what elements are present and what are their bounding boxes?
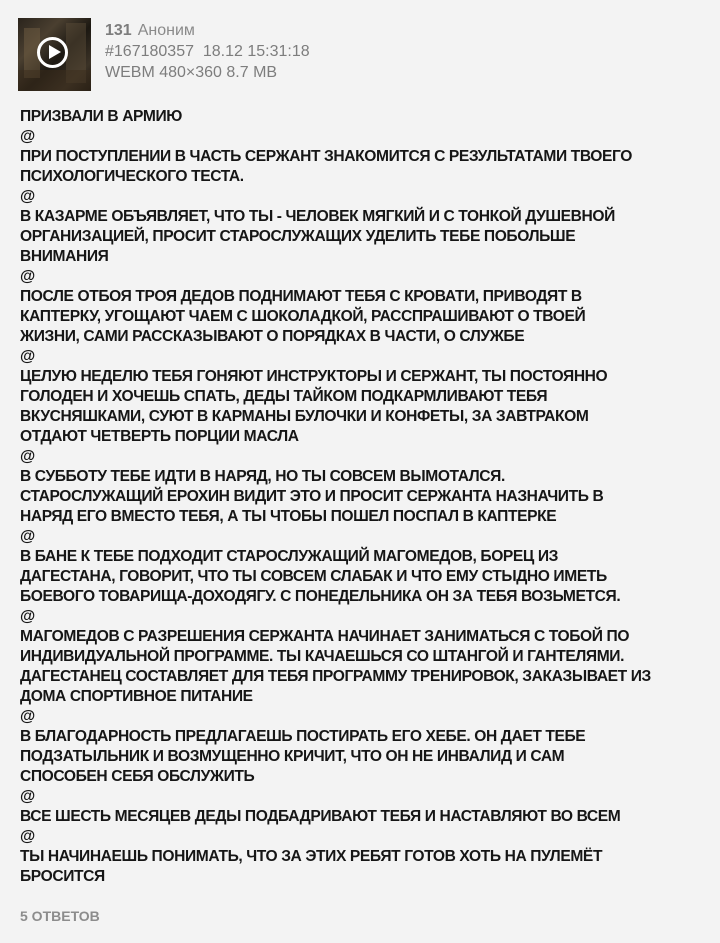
post-text-line: ДАГЕСТАНА, ГОВОРИТ, ЧТО ТЫ СОВСЕМ СЛАБАК И ЧТО ЕМУ СТЫДНО ИМЕТЬ [20, 568, 607, 585]
post-header-line [105, 20, 310, 41]
post-text-line: В КАЗАРМЕ ОБЪЯВЛЯЕТ, ЧТО ТЫ - ЧЕЛОВЕК МЯГКИЙ И С ТОНКОЙ ДУШЕВНОЙ [20, 208, 615, 225]
post-text-line: БОЕВОГО ТОВАРИЩА-ДОХОДЯГУ. С ПОНЕДЕЛЬНИКА ОН ЗА ТЕБЯ ВОЗЬМЕТСЯ. [20, 588, 621, 605]
separator-line: @ [20, 608, 35, 625]
separator-line: @ [20, 268, 35, 285]
post-text-line: В БЛАГОДАРНОСТЬ ПРЕДЛАГАЕШЬ ПОСТИРАТЬ ЕГО ХЕБЕ. ОН ДАЕТ ТЕБЕ [20, 728, 586, 745]
replies-link[interactable]: 5 ОТВЕТОВ [20, 908, 100, 924]
post-text-line: ОРГАНИЗАЦИЕЙ, ПРОСИТ СТАРОСЛУЖАЩИХ УДЕЛИТЬ ТЕБЕ ПОБОЛЬШЕ [20, 228, 576, 245]
post-text-line: СТАРОСЛУЖАЩИЙ ЕРОХИН ВИДИТ ЭТО И ПРОСИТ СЕРЖАНТА НАЗНАЧИТЬ В [20, 488, 604, 505]
post-text-line: МАГОМЕДОВ С РАЗРЕШЕНИЯ СЕРЖАНТА НАЧИНАЕТ ЗАНИМАТЬСЯ С ТОБОЙ ПО [20, 628, 630, 645]
post-text-line: ПРИЗВАЛИ В АРМИЮ [20, 108, 182, 125]
separator-line: @ [20, 128, 35, 145]
post-author: Аноним [137, 22, 195, 39]
post-text-line: ДАГЕСТАНЕЦ СОСТАВЛЯЕТ ДЛЯ ТЕБЯ ПРОГРАММУ ТРЕНИРОВОК, ЗАКАЗЫВАЕТ ИЗ [20, 668, 651, 685]
separator-line: @ [20, 348, 35, 365]
post-text-line: ВНИМАНИЯ [20, 248, 109, 265]
post-text-line: ТЫ НАЧИНАЕШЬ ПОНИМАТЬ, ЧТО ЗА ЭТИХ РЕБЯТ ГОТОВ ХОТЬ НА ПУЛЕМЁТ [20, 848, 603, 865]
post-text-line: ПОДЗАТЫЛЬНИК И ВОЗМУЩЕННО КРИЧИТ, ЧТО ОН НЕ ИНВАЛИД И САМ [20, 748, 565, 765]
play-icon[interactable] [37, 37, 68, 68]
post-id-datetime[interactable]: #167180357 18.12 15:31:18 [105, 43, 310, 60]
post-text-line: В СУББОТУ ТЕБЕ ИДТИ В НАРЯД, НО ТЫ СОВСЕМ ВЫМОТАЛСЯ. [20, 468, 505, 485]
post-text-line: В БАНЕ К ТЕБЕ ПОДХОДИТ СТАРОСЛУЖАЩИЙ МАГОМЕДОВ, БОРЕЦ ИЗ [20, 548, 559, 565]
separator-line: @ [20, 828, 35, 845]
post-text-line: ПОСЛЕ ОТБОЯ ТРОЯ ДЕДОВ ПОДНИМАЮТ ТЕБЯ С КРОВАТИ, ПРИВОДЯТ В [20, 288, 582, 305]
separator-line: @ [20, 188, 35, 205]
separator-line: @ [20, 708, 35, 725]
post-text-line: НАРЯД ЕГО ВМЕСТО ТЕБЯ, А ТЫ ЧТОБЫ ПОШЕЛ ПОСПАЛ В КАПТЕРКЕ [20, 508, 557, 525]
post-number[interactable]: 131 [105, 22, 132, 39]
separator-line: @ [20, 448, 35, 465]
separator-line: @ [20, 788, 35, 805]
separator-line: @ [20, 528, 35, 545]
post-text-line: ИНДИВИДУАЛЬНОЙ ПРОГРАММЕ. ТЫ КАЧАЕШЬСЯ СО ШТАНГОЙ И ГАНТЕЛЯМИ. [20, 648, 625, 665]
post-text-line: КАПТЕРКУ, УГОЩАЮТ ЧАЕМ С ШОКОЛАДКОЙ, РАССПРАШИВАЮТ О ТВОЕЙ [20, 308, 586, 325]
post-text-line: СПОСОБЕН СЕБЯ ОБСЛУЖИТЬ [20, 768, 255, 785]
post-text-line: ПСИХОЛОГИЧЕСКОГО ТЕСТА. [20, 168, 244, 185]
video-thumbnail[interactable] [18, 18, 91, 91]
post-text-line: ОТДАЮТ ЧЕТВЕРТЬ ПОРЦИИ МАСЛА [20, 428, 299, 445]
post-text-line: ВКУСНЯШКАМИ, СУЮТ В КАРМАНЫ БУЛОЧКИ И КОНФЕТЫ, ЗА ЗАВТРАКОМ [20, 408, 589, 425]
post-text-line: ЦЕЛУЮ НЕДЕЛЮ ТЕБЯ ГОНЯЮТ ИНСТРУКТОРЫ И СЕРЖАНТ, ТЫ ПОСТОЯННО [20, 368, 608, 385]
post-text-line: ДОМА СПОРТИВНОЕ ПИТАНИЕ [20, 688, 253, 705]
post-text-line: ГОЛОДЕН И ХОЧЕШЬ СПАТЬ, ДЕДЫ ТАЙКОМ ПОДКАРМЛИВАЮТ ТЕБЯ [20, 388, 548, 405]
post-meta [105, 20, 310, 83]
post-text-line: ЖИЗНИ, САМИ РАССКАЗЫВАЮТ О ПОРЯДКАХ В ЧАСТИ, О СЛУЖБЕ [20, 328, 525, 345]
thumbnail-shade [18, 70, 91, 91]
post-body [20, 107, 710, 887]
file-info: WEBM 480×360 8.7 MB [105, 64, 278, 81]
post-text-line: ПРИ ПОСТУПЛЕНИИ В ЧАСТЬ СЕРЖАНТ ЗНАКОМИТСЯ С РЕЗУЛЬТАТАМИ ТВОЕГО [20, 148, 633, 165]
post-text-line: БРОСИТСЯ [20, 868, 105, 885]
post-text-line: ВСЕ ШЕСТЬ МЕСЯЦЕВ ДЕДЫ ПОДБАДРИВАЮТ ТЕБЯ И НАСТАВЛЯЮТ ВО ВСЕМ [20, 808, 621, 825]
